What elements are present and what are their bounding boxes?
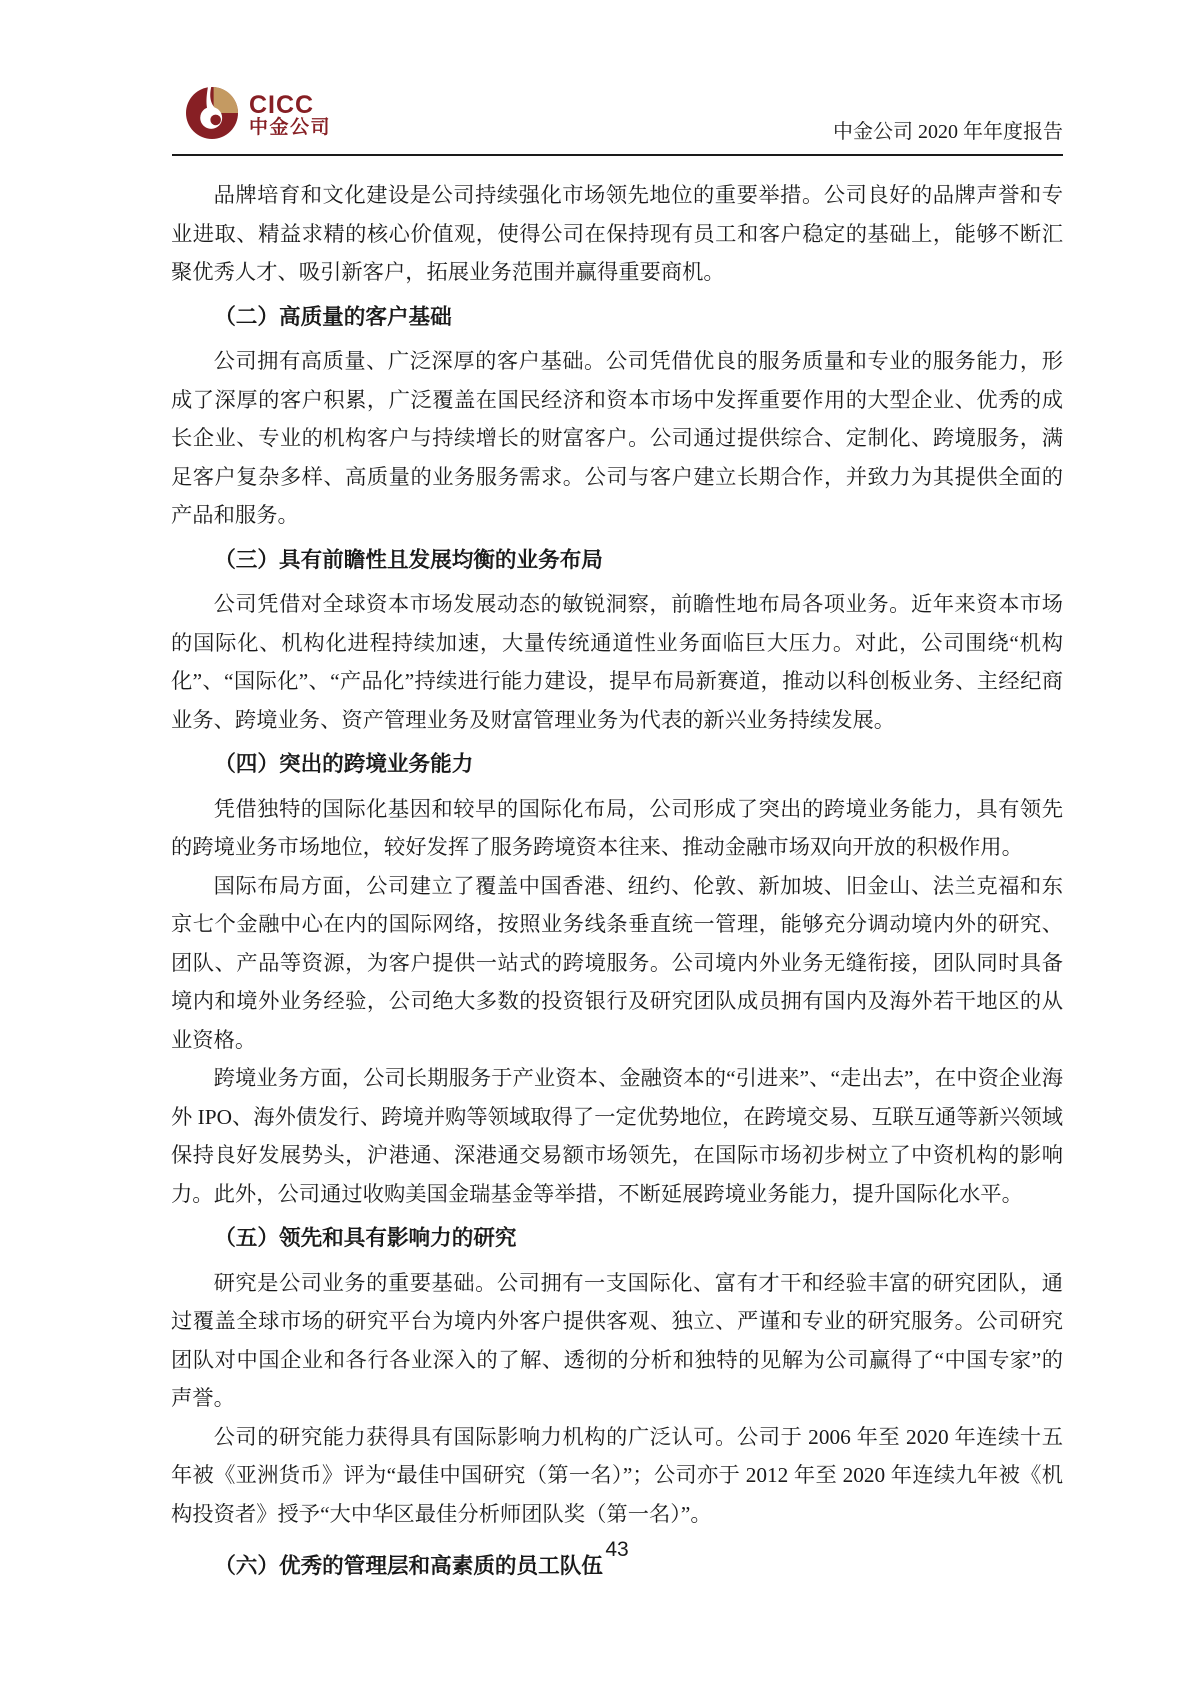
paragraph: 公司的研究能力获得具有国际影响力机构的广泛认可。公司于 2006 年至 2020 年连续十五年被《亚洲货币》评为“最佳中国研究（第一名）”；公司亦于 2012 年至 2020 年连续九年被《机构投资者》授予“大中华区最佳分析师团队奖（第一名）”。: [171, 1424, 1063, 1526]
section-heading: （五）领先和具有影响力的研究: [214, 1226, 517, 1250]
paragraph: 公司凭借对全球资本市场发展动态的敏锐洞察，前瞻性地布局各项业务。近年来资本市场的国际化、机构化进程持续加速，大量传统通道性业务面临巨大压力。对此，公司围绕“机构化”、“国际化”、“产品化”持续进行能力建设，提早布局新赛道，推动以科创板业务、主经纪商业务、跨境业务、资产管理业务及财富管理业务为代表的新兴业务持续发展。: [171, 592, 1063, 732]
paragraph: 公司拥有高质量、广泛深厚的客户基础。公司凭借优良的服务质量和专业的服务能力，形成了深厚的客户积累，广泛覆盖在国民经济和资本市场中发挥重要作用的大型企业、优秀的成长企业、专业的机构客户与持续增长的财富客户。公司通过提供综合、定制化、跨境服务，满足客户复杂多样、高质量的业务服务需求。公司与客户建立长期合作，并致力为其提供全面的产品和服务。: [171, 349, 1063, 527]
paragraph: 国际布局方面，公司建立了覆盖中国香港、纽约、伦敦、新加坡、旧金山、法兰克福和东京七个金融中心在内的国际网络，按照业务线条垂直统一管理，能够充分调动境内外的研究、团队、产品等资源，为客户提供一站式的跨境服务。公司境内外业务无缝衔接，团队同时具备境内和境外业务经验，公司绝大多数的投资银行及研究团队成员拥有国内及海外若干地区的从业资格。: [171, 873, 1063, 1052]
paragraph: 凭借独特的国际化基因和较早的国际化布局，公司形成了突出的跨境业务能力，具有领先的跨境业务市场地位，较好发挥了服务跨境资本往来、推动金融市场双向开放的积极作用。: [171, 796, 1063, 859]
header-rule: [172, 154, 1063, 156]
section-heading: （六）优秀的管理层和高素质的员工队伍: [214, 1554, 603, 1578]
logo-wordmark-latin: CICC: [249, 91, 315, 119]
section-heading: （三）具有前瞻性且发展均衡的业务布局: [214, 547, 603, 572]
logo-wordmark-chinese: 中金公司: [249, 117, 332, 138]
paragraph: 跨境业务方面，公司长期服务于产业资本、金融资本的“引进来”、“走出去”，在中资企业海外 IPO、海外债发行、跨境并购等领域取得了一定优势地位，在跨境交易、互联互通等新兴领域保持良好发展势头，沪港通、深港通交易额市场领先，在国际市场初步树立了中资机构的影响力。此外，公司通过收购美国金瑞基金等举措，不断延展跨境业务能力，提升国际化水平。: [171, 1066, 1063, 1206]
section-heading: （二）高质量的客户基础: [214, 304, 452, 329]
cicc-logo-mark-icon: [186, 87, 238, 139]
page-number: 43: [605, 1538, 629, 1561]
paragraph: 研究是公司业务的重要基础。公司拥有一支国际化、富有才干和经验丰富的研究团队，通过覆盖全球市场的研究平台为境内外客户提供客观、独立、严谨和专业的研究服务。公司研究团队对中国企业和各行各业深入的了解、透彻的分析和独特的见解为公司赢得了“中国专家”的声誉。: [171, 1270, 1063, 1410]
paragraph: 品牌培育和文化建设是公司持续强化市场领先地位的重要举措。公司良好的品牌声誉和专业进取、精益求精的核心价值观，使得公司在保持现有员工和客户稳定的基础上，能够不断汇聚优秀人才、吸引新客户，拓展业务范围并赢得重要商机。: [171, 183, 1063, 284]
cicc-logo: [186, 87, 331, 139]
document-body: [171, 176, 1063, 1592]
logo-wordmark: [249, 91, 332, 138]
section-heading: （四）突出的跨境业务能力: [214, 752, 474, 776]
report-title: 中金公司 2020 年年度报告: [833, 121, 1063, 143]
